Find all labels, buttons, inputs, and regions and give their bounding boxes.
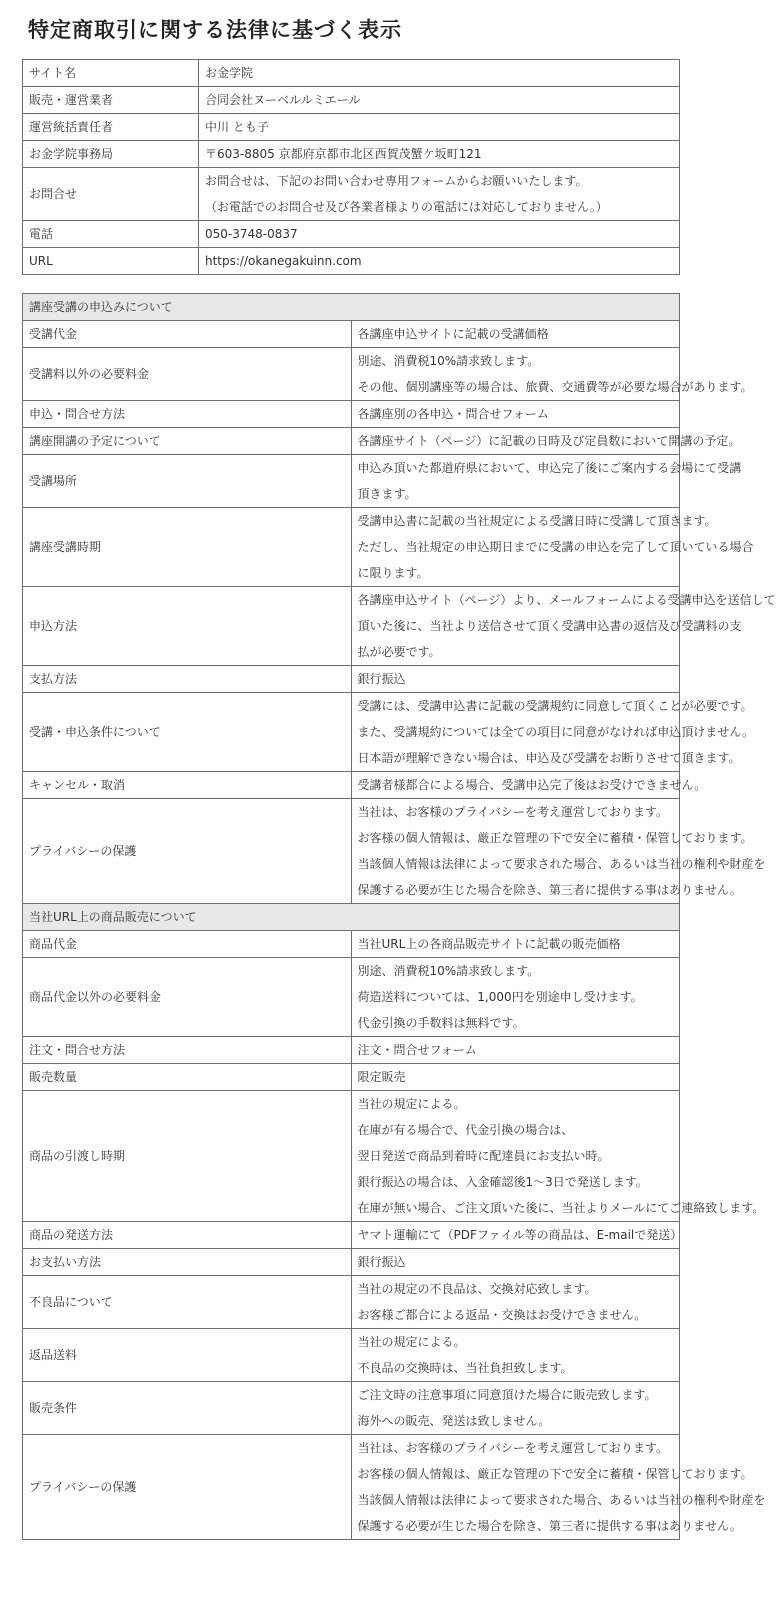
value-line: 合同会社ヌーベルルミエール xyxy=(205,93,361,107)
value-line: 保護する必要が生じた場合を除き、第三者に提供する事はありません。 xyxy=(357,1519,742,1533)
table-row xyxy=(23,60,680,87)
table-row xyxy=(23,455,680,508)
row-label: 受講・申込条件について xyxy=(23,693,352,772)
section-header-row xyxy=(23,294,680,321)
table-row xyxy=(23,1064,680,1091)
table-row xyxy=(23,168,680,221)
row-value xyxy=(351,348,753,401)
value-line: ご注文時の注意事項に同意頂けた場合に販売致します。 xyxy=(357,1388,657,1402)
row-value xyxy=(351,455,742,508)
value-line: 当該個人情報は法律によって要求された場合、あるいは当社の権利や財産を xyxy=(357,1493,766,1507)
table-row xyxy=(23,1329,680,1382)
value-line: 当社の規定による。 xyxy=(357,1335,466,1349)
table-row xyxy=(23,1091,680,1222)
row-value xyxy=(351,1249,680,1276)
row-value xyxy=(199,114,680,141)
table-row xyxy=(23,1249,680,1276)
value-line: 中川 とも子 xyxy=(205,120,269,134)
value-line: 頂いた後に、当社より送信させて頂く受講申込書の返信及び受講料の支 xyxy=(357,619,742,633)
value-line: 払が必要です。 xyxy=(357,645,441,659)
value-line: 在庫が有る場合で、代金引換の場合は、 xyxy=(357,1123,574,1137)
value-line: 銀行振込の場合は、入金確認後1～3日で発送します。 xyxy=(357,1175,648,1189)
row-label: 商品代金以外の必要料金 xyxy=(23,958,352,1037)
table-row xyxy=(23,799,680,904)
table-row xyxy=(23,666,680,693)
row-label: 受講場所 xyxy=(23,455,352,508)
row-value xyxy=(351,772,707,799)
row-value xyxy=(351,587,776,666)
row-label: 販売・運営業者 xyxy=(23,87,199,114)
table-row xyxy=(23,1382,680,1435)
row-value xyxy=(351,1064,680,1091)
value-line: 注文・問合せフォーム xyxy=(357,1043,477,1057)
row-value xyxy=(351,799,766,904)
value-line: 受講には、受講申込書に記載の受講規約に同意して頂くことが必要です。 xyxy=(357,699,753,713)
table-row xyxy=(23,428,680,455)
value-line: お客様の個人情報は、厳正な管理の下で安全に蓄積・保管しております。 xyxy=(357,1467,753,1481)
value-line: 日本語が理解できない場合は、申込及び受講をお断りさせて頂きます。 xyxy=(357,751,741,765)
table-row xyxy=(23,1037,680,1064)
table-row xyxy=(23,87,680,114)
row-value xyxy=(351,401,680,428)
row-value xyxy=(351,1276,680,1329)
row-value xyxy=(199,168,680,221)
table-row xyxy=(23,1222,680,1249)
table-row xyxy=(23,248,680,275)
value-line: 別途、消費税10%請求致します。 xyxy=(357,354,540,368)
row-label: URL xyxy=(23,248,199,275)
row-value xyxy=(351,931,680,958)
row-value xyxy=(351,1091,765,1222)
row-label: 商品の発送方法 xyxy=(23,1222,352,1249)
value-line: ヤマト運輸にて（PDFファイル等の商品は、E-mailで発送） xyxy=(357,1228,683,1242)
table-row xyxy=(23,141,680,168)
row-value xyxy=(351,958,680,1037)
value-line: その他、個別講座等の場合は、旅費、交通費等が必要な場合があります。 xyxy=(357,380,753,394)
value-line: 翌日発送で商品到着時に配達員にお支払い時。 xyxy=(357,1149,610,1163)
row-value xyxy=(351,1329,680,1382)
value-line: お客様ご都合による返品・交換はお受けできません。 xyxy=(357,1308,647,1322)
row-label: 支払方法 xyxy=(23,666,352,693)
section-header-row xyxy=(23,904,680,931)
row-value xyxy=(351,666,680,693)
value-line: 当該個人情報は法律によって要求された場合、あるいは当社の権利や財産を xyxy=(357,857,766,871)
company-info-table xyxy=(22,59,680,275)
value-line: 海外への販売、発送は致しません。 xyxy=(357,1414,551,1428)
value-line: 当社の規定の不良品は、交換対応致します。 xyxy=(357,1282,597,1296)
row-label: 販売条件 xyxy=(23,1382,352,1435)
value-line: 代金引換の手数料は無料です。 xyxy=(357,1016,525,1030)
row-label: 運営統括責任者 xyxy=(23,114,199,141)
table-row xyxy=(23,772,680,799)
value-line: 当社URL上の各商品販売サイトに記載の販売価格 xyxy=(357,937,621,951)
row-label: 講座開講の予定について xyxy=(23,428,352,455)
row-label: 商品代金 xyxy=(23,931,352,958)
value-line: 申込み頂いた都道府県において、申込完了後にご案内する会場にて受講 xyxy=(357,461,742,475)
row-label: 電話 xyxy=(23,221,199,248)
value-line: お金学院 xyxy=(205,66,254,80)
row-label: 講座受講時期 xyxy=(23,508,352,587)
row-label: 受講代金 xyxy=(23,321,352,348)
row-label: プライバシーの保護 xyxy=(23,799,352,904)
table-row xyxy=(23,114,680,141)
value-line: 銀行振込 xyxy=(357,1255,406,1269)
row-label: 申込方法 xyxy=(23,587,352,666)
table-row xyxy=(23,348,680,401)
row-value xyxy=(351,1222,683,1249)
value-line: 不良品の交換時は、当社負担致します。 xyxy=(357,1361,573,1375)
page-title: 特定商取引に関する法律に基づく表示 xyxy=(28,18,402,42)
row-value xyxy=(199,60,680,87)
value-line: 各講座サイト（ページ）に記載の日時及び定員数において開講の予定。 xyxy=(357,434,741,448)
value-line: 当社は、お客様のプライバシーを考え運営しております。 xyxy=(357,1441,668,1455)
value-line: 各講座申込サイトに記載の受講価格 xyxy=(357,327,549,341)
table-row xyxy=(23,693,680,772)
table-row xyxy=(23,1276,680,1329)
row-label: 受講料以外の必要料金 xyxy=(23,348,352,401)
table-row xyxy=(23,221,680,248)
section-heading: 当社URL上の商品販売について xyxy=(23,904,680,931)
value-line: 各講座別の各申込・問合せフォーム xyxy=(357,407,549,421)
section-heading: 講座受講の申込みについて xyxy=(23,294,680,321)
value-line: 銀行振込 xyxy=(357,672,406,686)
value-line: 各講座申込サイト（ページ）より、メールフォームによる受講申込を送信して xyxy=(357,593,776,607)
row-value xyxy=(199,141,680,168)
row-value xyxy=(199,221,680,248)
row-label: 申込・問合せ方法 xyxy=(23,401,352,428)
table-row xyxy=(23,931,680,958)
row-label: お問合せ xyxy=(23,168,199,221)
row-value xyxy=(351,428,741,455)
table-row xyxy=(23,401,680,428)
value-line: 保護する必要が生じた場合を除き、第三者に提供する事はありません。 xyxy=(357,883,742,897)
row-label: 商品の引渡し時期 xyxy=(23,1091,352,1222)
table-row xyxy=(23,1435,680,1540)
value-line: https://okanegakuinn.com xyxy=(205,254,362,268)
value-line: 050-3748-0837 xyxy=(205,227,298,241)
row-value xyxy=(351,1435,766,1540)
row-value xyxy=(199,87,680,114)
row-label: 注文・問合せ方法 xyxy=(23,1037,352,1064)
row-value xyxy=(199,248,680,275)
table-row xyxy=(23,508,680,587)
sales-terms-table xyxy=(22,293,776,1540)
value-line: 限定販売 xyxy=(357,1070,406,1084)
table-row xyxy=(23,321,680,348)
value-line: 〒603-8805 京都府京都市北区西賀茂蟹ケ坂町121 xyxy=(205,147,482,161)
value-line: 受講者様都合による場合、受講申込完了後はお受けできません。 xyxy=(357,778,707,792)
value-line: 荷造送料については、1,000円を別途申し受けます。 xyxy=(357,990,643,1004)
value-line: 在庫が無い場合、ご注文頂いた後に、当社よりメールにてご連絡致します。 xyxy=(357,1201,765,1215)
value-line: 当社の規定による。 xyxy=(357,1097,466,1111)
value-line: 受講申込書に記載の当社規定による受講日時に受講して頂きます。 xyxy=(357,514,717,528)
row-value xyxy=(351,1037,680,1064)
value-line: 別途、消費税10%請求致します。 xyxy=(357,964,540,978)
row-label: 販売数量 xyxy=(23,1064,352,1091)
row-value xyxy=(351,321,680,348)
row-value xyxy=(351,693,754,772)
row-label: キャンセル・取消 xyxy=(23,772,352,799)
table-row xyxy=(23,587,680,666)
value-line: （お電話でのお問合せ及び各業者様よりの電話には対応しておりません。） xyxy=(205,200,608,214)
row-label: お支払い方法 xyxy=(23,1249,352,1276)
row-label: 不良品について xyxy=(23,1276,352,1329)
value-line: お問合せは、下記のお問い合わせ専用フォームからお願いいたします。 xyxy=(205,174,588,188)
value-line: 頂きます。 xyxy=(357,487,417,501)
value-line: に限ります。 xyxy=(357,566,429,580)
row-value xyxy=(351,508,754,587)
value-line: また、受講規約については全ての項目に同意がなければ申込頂けません。 xyxy=(357,725,754,739)
table-row xyxy=(23,958,680,1037)
row-value xyxy=(351,1382,680,1435)
row-label: 返品送料 xyxy=(23,1329,352,1382)
value-line: お客様の個人情報は、厳正な管理の下で安全に蓄積・保管しております。 xyxy=(357,831,753,845)
row-label: お金学院事務局 xyxy=(23,141,199,168)
value-line: ただし、当社規定の申込期日までに受講の申込を完了して頂いている場合 xyxy=(357,540,754,554)
row-label: サイト名 xyxy=(23,60,199,87)
row-label: プライバシーの保護 xyxy=(23,1435,352,1540)
value-line: 当社は、お客様のプライバシーを考え運営しております。 xyxy=(357,805,668,819)
